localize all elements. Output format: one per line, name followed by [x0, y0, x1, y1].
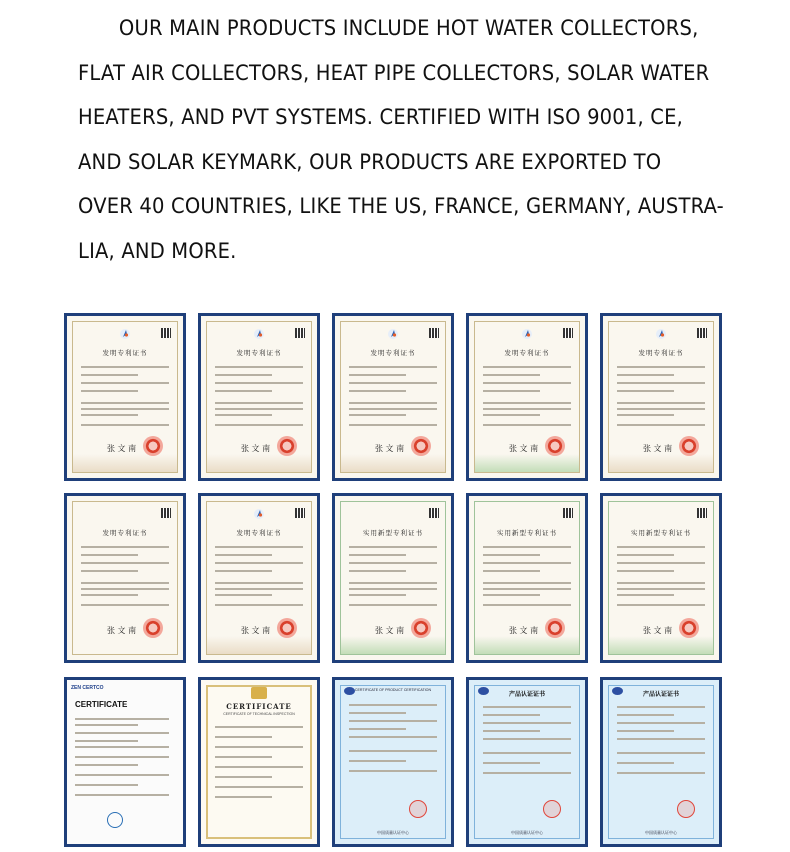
signature: 张 文 南: [107, 444, 137, 453]
patent-certificate-5[interactable]: [600, 313, 722, 481]
signature: 张 文 南: [241, 444, 271, 453]
patent-logo-icon: [521, 328, 533, 340]
patent-certificate-4[interactable]: [466, 313, 588, 481]
signature: 张 文 南: [107, 626, 137, 635]
certificate-heading: 实用新型专利证书: [631, 529, 691, 537]
qr-code-icon: [295, 328, 305, 338]
qr-code-icon: [161, 328, 171, 338]
issuer-name: 中国质量认证中心: [377, 830, 409, 835]
qr-code-icon: [295, 508, 305, 518]
qr-code-icon: [429, 508, 439, 518]
cqc-certificate-1[interactable]: [332, 677, 454, 847]
intro-line-5: OVER 40 COUNTRIES, LIKE THE US, FRANCE, GERMANY, AUSTRA-: [78, 194, 724, 218]
official-seal-icon: [677, 800, 695, 818]
certificate-title: 产品认证证书: [508, 692, 545, 698]
official-seal-icon: [143, 436, 163, 456]
intro-line-1: OUR MAIN PRODUCTS INCLUDE HOT WATER COLLECTORS,: [118, 16, 699, 40]
official-seal-icon: [679, 436, 699, 456]
patent-certificate-3[interactable]: [332, 313, 454, 481]
certificate-heading: 发明专利证书: [102, 529, 148, 537]
official-seal-icon: [277, 618, 297, 638]
official-seal-icon: [679, 618, 699, 638]
patent-logo-icon: [655, 328, 667, 340]
certificate-heading: 发明专利证书: [638, 349, 684, 357]
certificate-heading: 发明专利证书: [504, 349, 550, 357]
intro-text: [78, 6, 724, 273]
signature: 张 文 南: [375, 444, 405, 453]
patent-certificate-6[interactable]: [64, 493, 186, 663]
patent-logo-icon: [253, 508, 265, 520]
cqc-certificate-2[interactable]: [466, 677, 588, 847]
qr-code-icon: [563, 328, 573, 338]
qr-code-icon: [429, 328, 439, 338]
ce-certificate[interactable]: [64, 677, 186, 847]
intro-line-3: HEATERS, AND PVT SYSTEMS. CERTIFIED WITH ISO 9001, CE,: [78, 105, 684, 129]
signature: 张 文 南: [509, 444, 539, 453]
certificate-subtitle: CERTIFICATE OF TECHNICAL INSPECTION: [223, 712, 295, 716]
intro-line-2: FLAT AIR COLLECTORS, HEAT PIPE COLLECTORS, SOLAR WATER: [78, 60, 710, 85]
official-seal-icon: [277, 436, 297, 456]
official-seal-icon: [545, 436, 565, 456]
patent-certificate-7[interactable]: [198, 493, 320, 663]
certificate-heading: 发明专利证书: [236, 349, 282, 357]
certificate-title: CERTIFICATE: [75, 700, 128, 709]
qr-code-icon: [563, 508, 573, 518]
patent-logo-icon: [119, 328, 131, 340]
intro-line-6: LIA, AND MORE.: [78, 238, 237, 263]
signature: 张 文 南: [643, 444, 673, 453]
patent-logo-icon: [253, 328, 265, 340]
official-seal-icon: [411, 618, 431, 638]
issuer-name: 中国质量认证中心: [645, 830, 677, 835]
issuer-name: 中国质量认证中心: [511, 830, 543, 835]
official-seal-icon: [409, 800, 427, 818]
patent-certificate-2[interactable]: [198, 313, 320, 481]
certificate-title: 产品认证证书: [642, 692, 679, 698]
certificate-heading: 发明专利证书: [236, 529, 282, 537]
certificate-heading: 发明专利证书: [370, 349, 416, 357]
signature: 张 文 南: [509, 626, 539, 635]
signature: 张 文 南: [241, 626, 271, 635]
technical-inspection-certificate[interactable]: [198, 677, 320, 847]
cqc-certificate-3[interactable]: [600, 677, 722, 847]
certificate-gallery: [64, 313, 722, 847]
badge-logo-icon: [251, 687, 267, 699]
official-seal-icon: [411, 436, 431, 456]
signature: 张 文 南: [643, 626, 673, 635]
patent-certificate-1[interactable]: [64, 313, 186, 481]
utility-model-certificate-1[interactable]: [332, 493, 454, 663]
certificate-title: CERTIFICATE OF PRODUCT CERTIFICATION: [354, 688, 432, 692]
patent-logo-icon: [387, 328, 399, 340]
qr-code-icon: [697, 328, 707, 338]
official-seal-icon: [545, 618, 565, 638]
certificate-heading: 实用新型专利证书: [497, 529, 557, 537]
qr-code-icon: [697, 508, 707, 518]
intro-line-4: AND SOLAR KEYMARK, OUR PRODUCTS ARE EXPORTED TO: [78, 149, 662, 174]
accreditation-mark-icon: [107, 812, 123, 828]
utility-model-certificate-2[interactable]: [466, 493, 588, 663]
certificate-heading: 实用新型专利证书: [363, 529, 423, 537]
certificate-title: CERTIFICATE: [226, 702, 292, 711]
signature: 张 文 南: [375, 626, 405, 635]
utility-model-certificate-3[interactable]: [600, 493, 722, 663]
qr-code-icon: [161, 508, 171, 518]
official-seal-icon: [143, 618, 163, 638]
certificate-heading: 发明专利证书: [102, 349, 148, 357]
official-seal-icon: [543, 800, 561, 818]
certification-body-logo: ZEN CERTCO: [71, 685, 104, 691]
